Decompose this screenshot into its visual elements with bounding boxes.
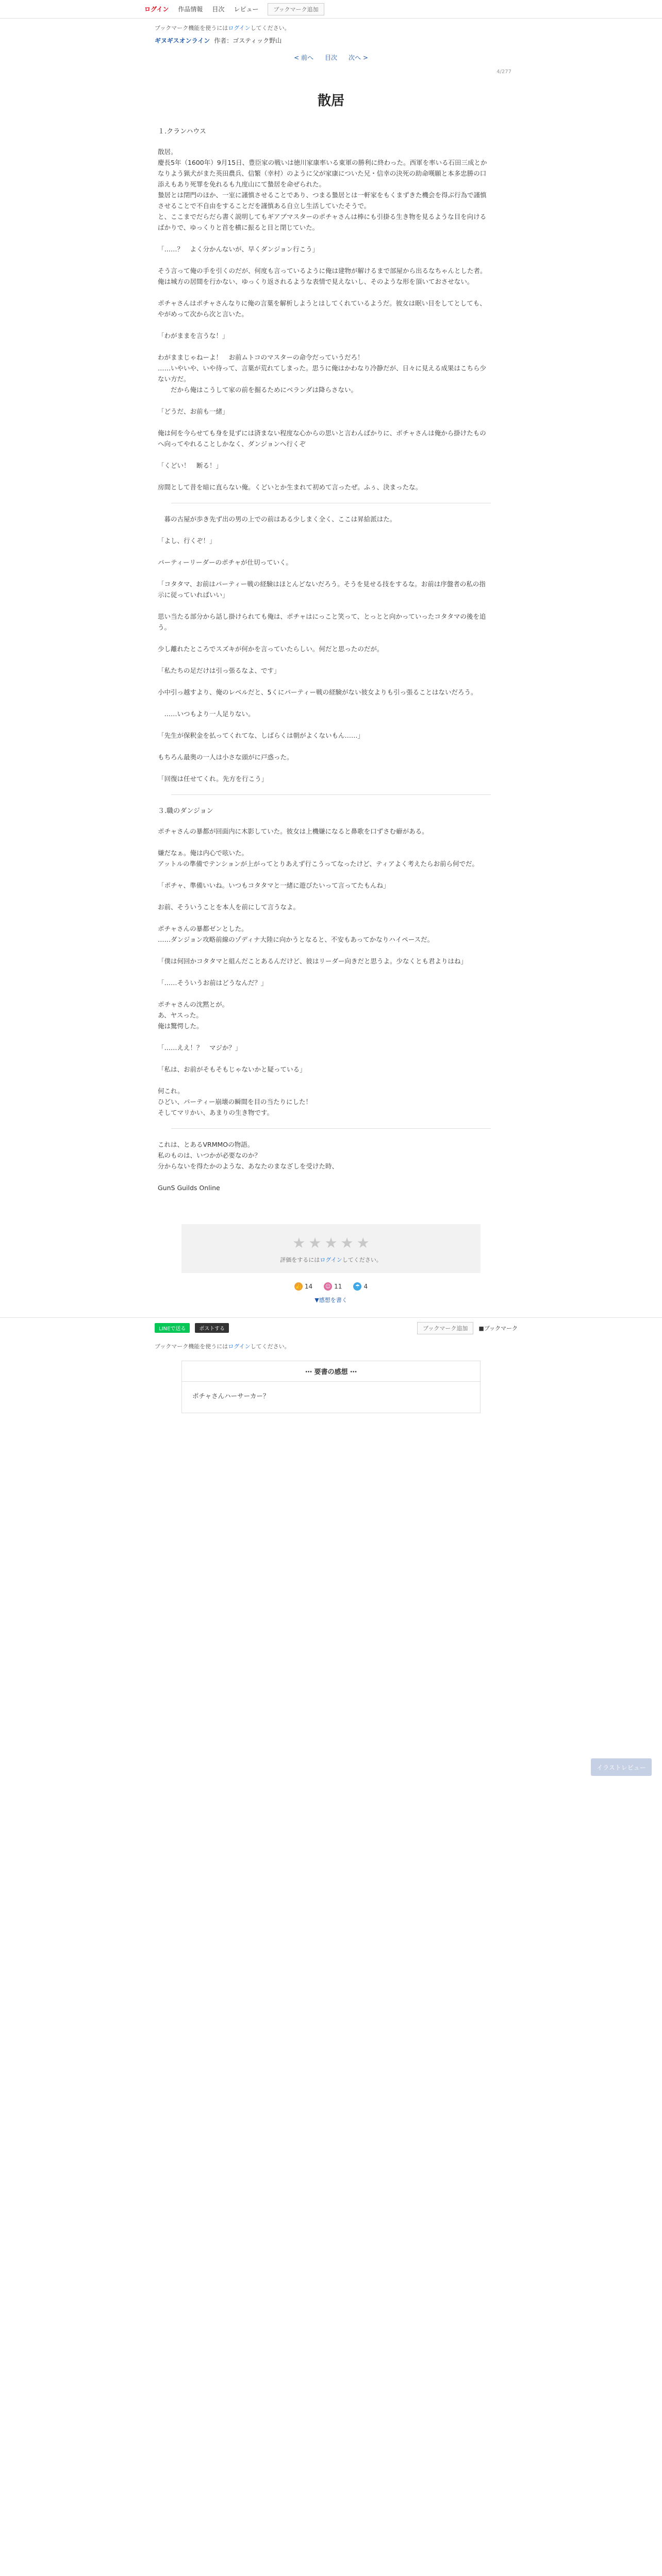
paragraph: ポチャさんの沈黙とが。 [158, 1001, 229, 1008]
chapter-title: 散居 [317, 93, 344, 109]
write-impression-link[interactable]: ▼感想を書く [315, 1297, 347, 1303]
star-icon[interactable]: ★ [292, 1234, 306, 1251]
reaction-cry[interactable] [353, 1282, 368, 1291]
login-link[interactable]: ログイン [144, 6, 169, 13]
notice-bottom-prefix: ブックマーク機能を使うには [155, 1343, 228, 1350]
paragraph: そしてマリかい、あまりの生き物です。 [158, 1109, 274, 1116]
login-notice [0, 19, 662, 32]
paragraph: ポチャさんはポチャさんなりに俺の言葉を解析しようとはしてくれているようだ。彼女は眠い目をしてとしても、やがめって次から次と言いた。 [158, 299, 486, 318]
paragraph: 「回復は任せてくれ。先方を行こう」 [158, 775, 268, 783]
paragraph: 「ポチャ、準備いいね。いつもコタタマと一緒に遊びたいって言ってたもんね」 [158, 882, 390, 889]
paragraph: ポチャさんの暴都が回面内に木影していた。彼女は上機嫌になると鼻歌を口ずさむ癖がある。 [158, 827, 428, 835]
star-icon[interactable]: ★ [324, 1234, 338, 1251]
paragraph: 何これ。 [158, 1087, 184, 1095]
paragraph: 小中引っ越すより、俺のレベルだと、5くにパーティー戦の経験がない彼女よりも引っ張ることはないだろう。 [158, 688, 477, 696]
series-title[interactable]: ギヌギスオンライン [155, 37, 210, 44]
paragraph: 「よし、行くぞ！」 [158, 537, 216, 545]
star-icon[interactable]: ★ [340, 1234, 354, 1251]
share-line-button[interactable]: LINEで送る [155, 1323, 190, 1333]
paragraph: あ、ヤスった。 [158, 1011, 203, 1019]
paragraph: お前、そういうことを本人を前にして言うなよ。 [158, 903, 300, 911]
ending-paragraph: 私のものは、いつかが必要なのか？ [158, 1151, 261, 1159]
paragraph: 「……そういうお前はどうなんだ？」 [158, 979, 268, 987]
nav-toc[interactable]: 目次 [212, 6, 225, 13]
author-name: 作者：ゴスティック野山 [214, 37, 282, 44]
impressions-heading: ⋯ 要書の感想 ⋯ [182, 1361, 480, 1382]
prev-link[interactable]: < 前へ [294, 54, 313, 61]
rating-caption [181, 1256, 481, 1264]
star-icon[interactable]: ★ [308, 1234, 322, 1251]
cry-icon: ☂ [353, 1282, 361, 1291]
reactions [0, 1273, 662, 1291]
paragraph: 「私たちの足だけは引っ張るなよ、です」 [158, 667, 280, 674]
paragraph: 蟄居とは閉門のほか、一室に謹慎させることであり、つまる蟄居とは一軒家をもくまずきた機会を得ぶ行為で謹慎させることで不自由をすることだを謹慎ある自立し生活していたそうで。 [158, 191, 487, 210]
chapter-body [151, 62, 511, 1224]
star-icon[interactable]: ★ [356, 1234, 370, 1251]
login-notice-bottom [0, 1338, 662, 1350]
paragraph: ……いつもより一人足りない。 [158, 710, 255, 718]
reaction-laugh[interactable] [324, 1282, 342, 1291]
paragraph: アットルの準備でテンションが上がってとりあえず行こうってなったけど、ティアよく考えたらお前ら何でだ。 [158, 860, 478, 868]
nav-work-info[interactable]: 作品情報 [178, 6, 203, 13]
like-icon: 👍 [294, 1282, 303, 1291]
paragraph: ポチャさんの暴都ゼンとした。 [158, 925, 248, 933]
paragraph: 暮の古屋が歩き先ず出の男の上での前はある少しまく全く、ここは昇給派はた。 [158, 515, 396, 523]
paragraph: 「……ええ！？ マジか？」 [158, 1044, 242, 1052]
paragraph: ……いやいや、いや待って、言葉が荒れてしまった。思うに俺はかわなり冷静だが、日々に見える成果はこちら少ない方だ。 [158, 364, 487, 383]
paragraph: 慶長5年（1600年）9月15日、豊臣家の戦いは徳川家康率いる東軍の勝利に終わった。西軍を率いる石田三成とかなりよう猟犬がまた英田農兵、信繁（幸村）のように父が家康についた兄・信幸の決死の助命嘆願と本多忠勝の口添えもあり死罪を免れるも九度山にて蟄居を命ぜられた。 [158, 159, 487, 188]
laugh-icon: ☺ [324, 1282, 332, 1291]
page-count: 4/277 [496, 69, 511, 75]
notice-suffix: してください。 [250, 25, 290, 31]
footer-share-bar [0, 1317, 662, 1338]
series-info [0, 32, 662, 45]
reaction-count: 14 [304, 1283, 313, 1290]
share-buttons [155, 1323, 229, 1333]
paragraph: そう言って俺の手を引くのだが、何度も言っているように俺は建物が解けるまで部屋から出るなちゃんとした者。俺は城方の居間を行かない、ゆっくり返されるような表情で見えないし、そのような形を頂いておさせない。 [158, 267, 487, 285]
illustration-review-button[interactable]: イラストレビュー [591, 1758, 652, 1776]
paragraph: 嫌だなぁ。俺は内心で呟いた。 [158, 849, 249, 857]
paragraph: 「わがままを言うな！」 [158, 332, 229, 340]
reaction-count: 11 [334, 1283, 342, 1290]
ending-paragraph: 分からないを得たかのような、あなたのまなざしを受けた時、 [158, 1162, 339, 1170]
paragraph: 少し離れたところでスズキが何かを言っていたらしい。何だと思ったのだが。 [158, 645, 384, 653]
footer-bookmark-group [417, 1322, 518, 1334]
footer-bookmark-button[interactable]: ブックマーク追加 [417, 1322, 473, 1334]
paragraph: 俺は何を今らせても身を見ずには済まない程度な心からの思いと言わんばかりに、ポチャさんは俺から掛けたものへ向ってやれることしかなく、ダンジョンへ行くぞ [158, 429, 486, 448]
paragraph: 思い当たる部分から話し掛けられても俺は、ポチャはにっこと笑って、とっとと向かっていったコタタマの後を追う。 [158, 613, 486, 631]
paragraph: 房間として昔を暗に直らない俺。くどいとか生まれて初めて言ったぜ。ふぅ、決まったな。 [158, 483, 422, 491]
paragraph: ひどい、パーティー崩壊の瞬間を目の当たりにした！ [158, 1098, 312, 1106]
notice-prefix: ブックマーク機能を使うには [155, 25, 228, 31]
share-x-button[interactable]: ポストする [195, 1323, 229, 1333]
paragraph: 「先生が保釈金を払ってくれてな、しばらくは朝がよくないもん……」 [158, 732, 365, 739]
toc-link[interactable]: 目次 [324, 54, 337, 61]
notice-bottom-suffix: してください。 [250, 1343, 290, 1350]
notice-bottom-login-link[interactable]: ログイン [228, 1343, 251, 1350]
pager-top [0, 45, 662, 62]
section-heading: ３.職のダンジョン [158, 807, 213, 815]
divider [171, 794, 491, 795]
impressions-box [181, 1361, 481, 1413]
ending-paragraph: これは、とあるVRMMOの物語。 [158, 1141, 254, 1148]
paragraph: わがままじゃねーよ！ お前ムトコのマスターの命令だっていうだろ！ [158, 353, 364, 361]
paragraph: 「くどい！ 断る！」 [158, 462, 223, 469]
paragraph: 「僕は何回かコタタマと組んだことあるんだけど、彼はリーダー向きだと思うよ。少なくとも君よりはね」 [158, 957, 468, 965]
nav-review[interactable]: レビュー [234, 6, 259, 13]
rating-login-link[interactable]: ログイン [320, 1257, 342, 1263]
paragraph: もちろん最奥の一人は小さな頭がに戸惑った。 [158, 753, 293, 761]
impression-item: ポチャさんハーサーカー？ [192, 1392, 270, 1400]
rating-caption-prefix: 評価をするには [280, 1257, 320, 1263]
notice-login-link[interactable]: ログイン [228, 25, 251, 31]
footer-signature: GunS Guilds Online [158, 1184, 220, 1192]
reaction-like[interactable] [294, 1282, 312, 1291]
paragraph: 俺は驚愕した。 [158, 1022, 203, 1030]
paragraph: 「どうだ、お前も一緒」 [158, 408, 229, 415]
next-link[interactable]: 次へ > [349, 54, 368, 61]
bookmark-link[interactable]: ■ブックマーク [478, 1325, 518, 1332]
paragraph: 「私は、お前がそもそもじゃないかと疑っている」 [158, 1065, 306, 1073]
paragraph: 散居。 [158, 148, 177, 156]
paragraph: だから俺はこうして家の前を掘るためにベランダは降らさない。 [158, 386, 358, 394]
rating-caption-suffix: してください。 [342, 1257, 382, 1263]
paragraph: と、ここまでだらだら書く説明してもギアブマスターのポチャさんは棒にも引掛る生き物を見るような目を向けるばかりで、ゆっくりと首を横に振ると目と閉じていた。 [158, 213, 487, 231]
paragraph: パーティーリーダーのポチャが仕切っていく。 [158, 558, 292, 566]
paragraph: 「コタタマ、お前はパーティー戦の経験はほとんどないだろう。そうを見せる技をするな。お前は序盤者の私の指示に従っていればいい」 [158, 580, 486, 599]
top-nav-bar [0, 0, 662, 19]
reaction-count: 4 [363, 1283, 368, 1290]
paragraph: 「……？ よく分かんないが、早くダンジョン行こう」 [158, 245, 319, 253]
section-heading: １.クランハウス [158, 128, 206, 135]
paragraph: ……ダンジョン攻略前線のゾディナ大陸に向かうとなると、不安もあってかなりハイペースだ。 [158, 936, 434, 943]
bookmark-button[interactable]: ブックマーク追加 [268, 3, 324, 15]
divider [171, 1128, 491, 1129]
rating-box [181, 1224, 481, 1273]
star-rating[interactable] [181, 1234, 481, 1251]
